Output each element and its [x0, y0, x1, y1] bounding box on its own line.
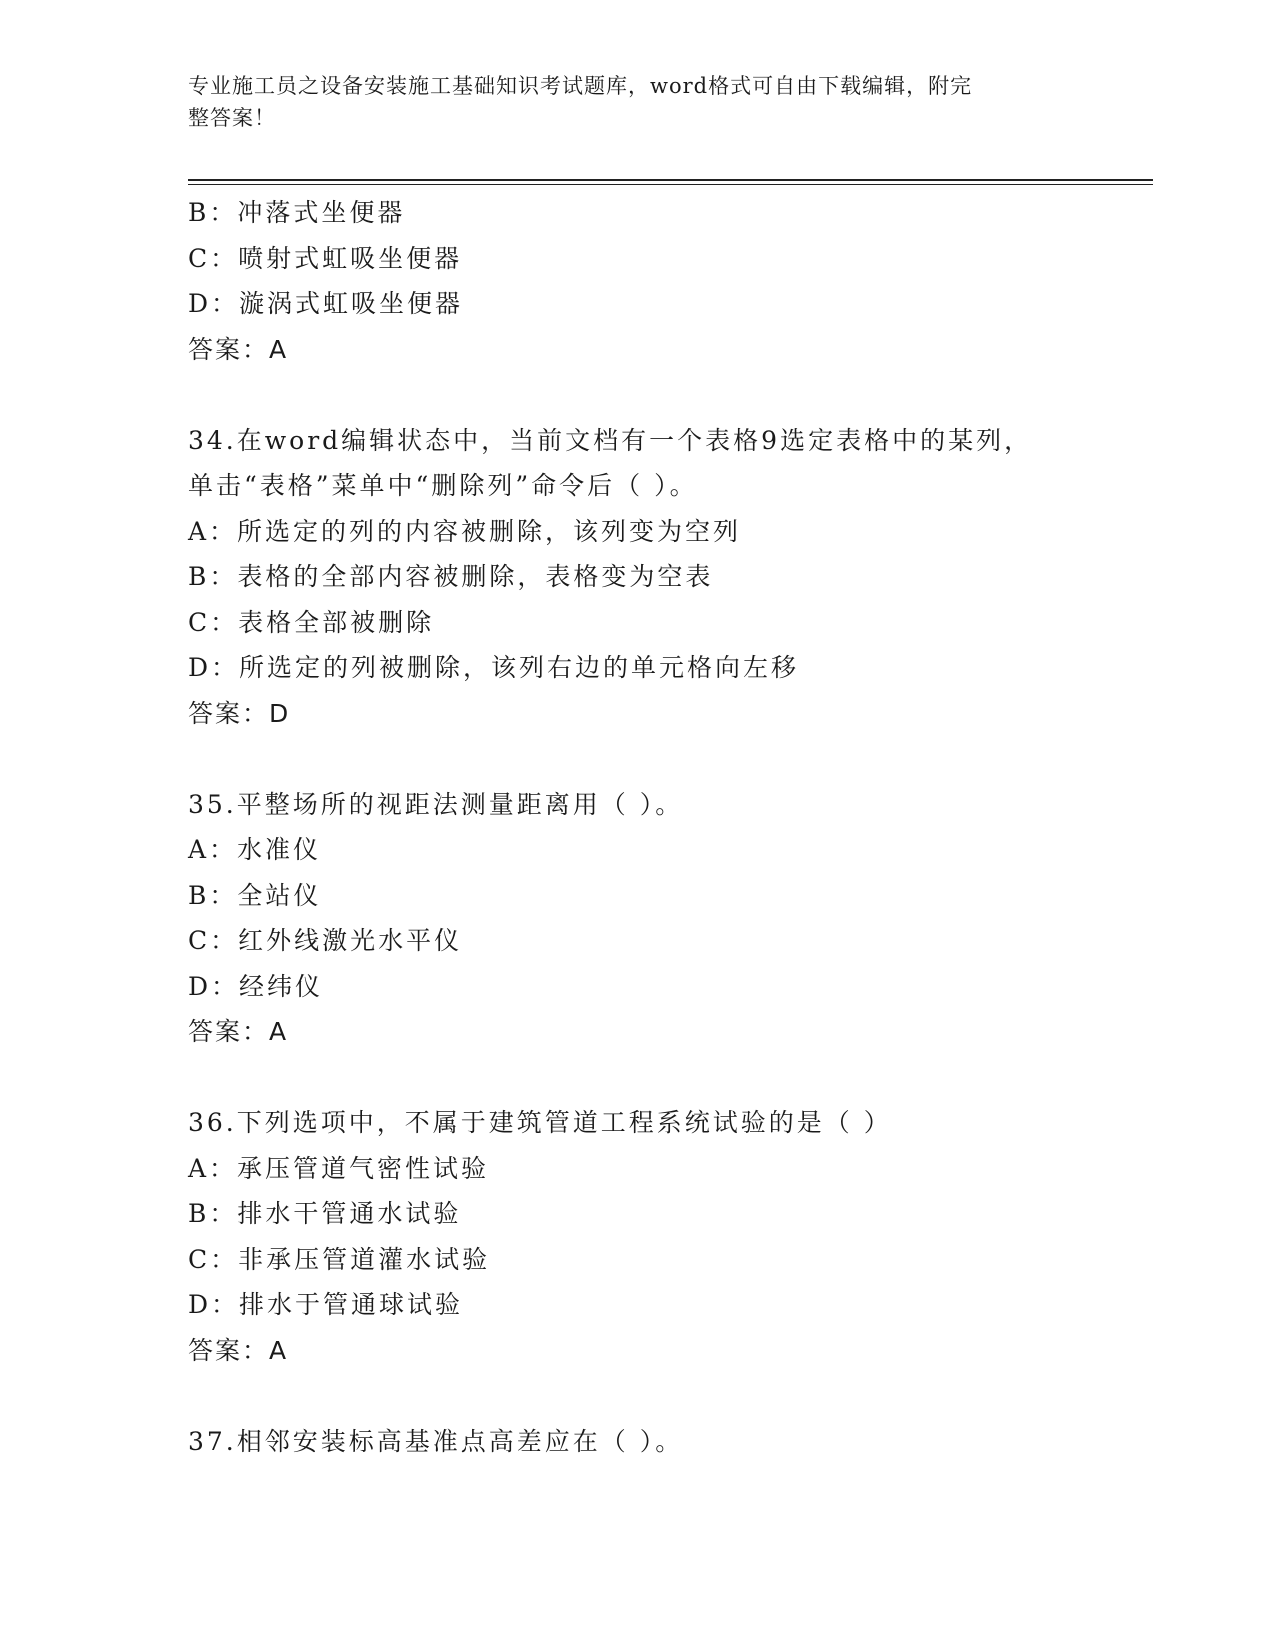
question-stem: 单击“表格”菜单中“删除列”命令后（ ）。 [188, 471, 698, 500]
question-block [188, 190, 1088, 372]
option-b: B：排水干管通水试验 [188, 1199, 462, 1228]
option-d: D：经纬仪 [188, 971, 324, 1001]
question-stem: 37.相邻安装标高基准点高差应在（ ）。 [188, 1426, 684, 1456]
header-rule-thin [188, 184, 1153, 185]
option-c: C：喷射式虹吸坐便器 [188, 243, 463, 273]
option-a: A：水准仪 [188, 835, 322, 864]
option-c: C：表格全部被删除 [188, 607, 435, 637]
option-c: C：红外线激光水平仪 [188, 926, 463, 955]
question-stem: 36.下列选项中，不属于建筑管道工程系统试验的是（ ） [188, 1108, 892, 1137]
question-list [188, 190, 1088, 1464]
option-d: D：排水于管通球试验 [188, 1290, 464, 1319]
question-block [188, 1100, 1088, 1373]
answer-line: 答案：A [188, 1017, 289, 1046]
option-d: D：所选定的列被删除，该列右边的单元格向左移 [188, 653, 800, 682]
question-stem: 34.在word编辑状态中，当前文档有一个表格9选定表格中的某列， [188, 425, 1033, 455]
option-b: B：冲落式坐便器 [188, 198, 406, 227]
header-line-2: 整答案！ [188, 106, 276, 130]
document-header [188, 70, 1068, 134]
question-stem: 35.平整场所的视距法测量距离用（ ）。 [188, 789, 684, 819]
option-b: B：全站仪 [188, 880, 322, 910]
answer-line: 答案：A [188, 334, 289, 364]
option-d: D：漩涡式虹吸坐便器 [188, 289, 464, 318]
question-block [188, 418, 1088, 737]
question-block [188, 1419, 1088, 1465]
option-a: A：承压管道气密性试验 [188, 1153, 490, 1183]
header-line-1: 专业施工员之设备安装施工基础知识考试题库，word格式可自由下载编辑，附完 [188, 74, 973, 98]
answer-line: 答案：D [188, 698, 291, 728]
answer-line: 答案：A [188, 1335, 289, 1365]
option-b: B：表格的全部内容被删除，表格变为空表 [188, 562, 714, 591]
option-a: A：所选定的列的内容被删除，该列变为空列 [188, 516, 742, 546]
question-block [188, 782, 1088, 1055]
header-rule-thick [188, 179, 1153, 181]
option-c: C：非承压管道灌水试验 [188, 1244, 491, 1274]
